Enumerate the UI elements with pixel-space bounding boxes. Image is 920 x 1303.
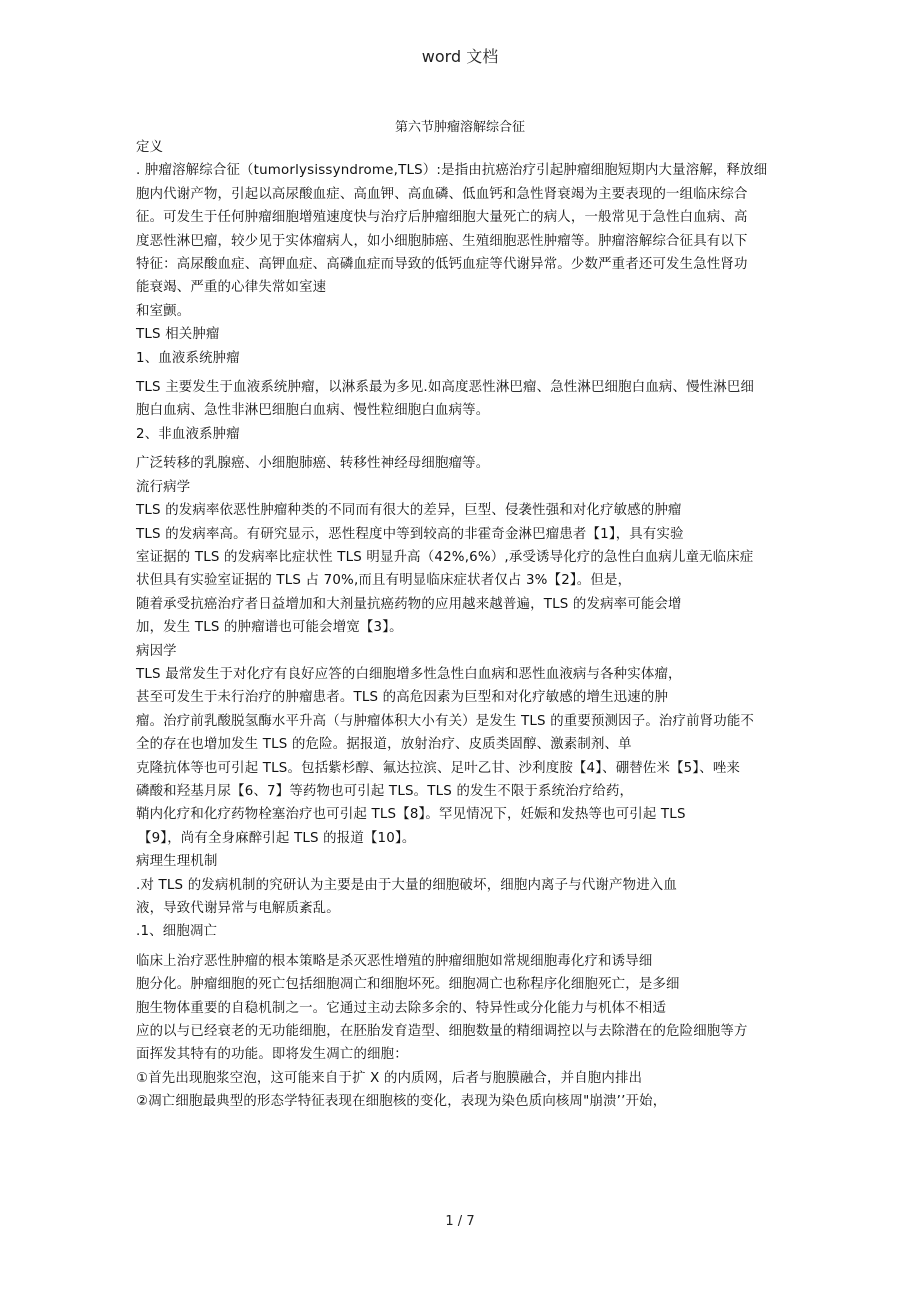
text-line: 胞内代谢产物，引起以高尿酸血症、高血钾、高血磷、低血钙和急性肾衰竭为主要表现的一组临床综合 xyxy=(136,186,748,202)
text-line: 定义 xyxy=(136,140,164,155)
text-line: ①首先出现胞浆空泡，这可能来自于扩 X 的内质网，后者与胞膜融合，并自胞内排出 xyxy=(136,1070,643,1086)
text-line: 加，发生 TLS 的肿瘤谱也可能会增宽【3】。 xyxy=(136,620,403,636)
text-line: 应的以与已经衰老的无功能细胞，在胚胎发育造型、细胞数量的精细调控以与去除潜在的危险细胞等方 xyxy=(136,1024,748,1040)
text-line: 病因学 xyxy=(136,643,177,659)
text-line: 胞白血病、急性非淋巴细胞白血病、慢性粒细胞白血病等。 xyxy=(136,403,490,419)
text-line: 病理生理机制 xyxy=(136,854,218,870)
text-line: 和室颤。 xyxy=(136,303,191,319)
text-line: 胞分化。肿瘤细胞的死亡包括细胞凋亡和细胞坏死。细胞凋亡也称程序化细胞死亡，是多细 xyxy=(136,977,680,993)
text-line: TLS 最常发生于对化疗有良好应答的白细胞增多性急性白血病和恶性血液病与各种实体瘤， xyxy=(136,666,682,682)
text-line: 状但具有实验室证据的 TLS 占 70%,而且有明显临床症状者仅占 3%【2】。但是， xyxy=(136,573,632,589)
text-line: 度恶性淋巴瘤，较少见于实体瘤病人，如小细胞肺癌、生殖细胞恶性肿瘤等。肿瘤溶解综合征具有以下 xyxy=(136,233,748,249)
text-line: 广泛转移的乳腺癌、小细胞肺癌、转移性神经母细胞瘤等。 xyxy=(136,456,490,472)
text-line: 能衰竭、严重的心律失常如室速 xyxy=(136,280,327,296)
text-line: 征。可发生于任何肿瘤细胞增殖速度快与治疗后肿瘤细胞大量死亡的病人，一般常见于急性白血病、高 xyxy=(136,210,748,226)
text-line: 随着承受抗癌治疗者日益增加和大剂量抗癌药物的应用越来越普遍，TLS 的发病率可能会增 xyxy=(136,596,682,612)
text-line: ②凋亡细胞最典型的形态学特征表现在细胞核的变化，表现为染色质向核周"崩溃’’开始， xyxy=(136,1094,667,1110)
text-line: .对 TLS 的发病机制的究研认为主要是由于大量的细胞破坏，细胞内离子与代谢产物进入血 xyxy=(136,877,677,893)
section-title: 第六节肿瘤溶解综合征 xyxy=(394,120,525,135)
text-line: 2、非血液系肿瘤 xyxy=(136,426,240,442)
text-line: 鞘内化疗和化疗药物栓塞治疗也可引起 TLS【8】。罕见情况下，妊娠和发热等也可引起 TLS xyxy=(136,807,686,823)
text-line: 胞生物体重要的自稳机制之一。它通过主动去除多余的、特异性或分化能力与机体不相适 xyxy=(136,1000,667,1016)
text-line: 瘤。治疗前乳酸脱氢酶水平升高（与肿瘤体积大小有关）是发生 TLS 的重要预测因子。治疗前肾功能不 xyxy=(136,713,755,729)
text-line: TLS 相关肿瘤 xyxy=(136,327,220,343)
text-line: TLS 的发病率依恶性肿瘤种类的不同而有很大的差异，巨型、侵袭性强和对化疗敏感的肿瘤 xyxy=(136,503,682,519)
text-line: 液，导致代谢异常与电解质紊乱。 xyxy=(136,901,340,916)
text-line: 流行病学 xyxy=(136,479,191,495)
text-line: TLS 的发病率高。有研究显示，恶性程度中等到较高的非霍奇金淋巴瘤患者【1】，具有实验 xyxy=(136,526,684,542)
page-number: 1 / 7 xyxy=(445,1214,475,1229)
text-line: 面挥发其特有的功能。即将发生凋亡的细胞： xyxy=(136,1047,408,1063)
page-header: word 文档 xyxy=(421,47,499,66)
text-line: . 肿瘤溶解综合征（tumorlysissyndrome,TLS）:是指由抗癌治疗引起肿瘤细胞短期内大量溶解，释放细 xyxy=(136,163,768,179)
text-line: .1、细胞凋亡 xyxy=(136,924,218,940)
text-line: 全的存在也增加发生 TLS 的危险。据报道，放射治疗、皮质类固醇、激素制剂、单 xyxy=(136,737,632,753)
text-line: 【9】，尚有全身麻醉引起 TLS 的报道【10】。 xyxy=(138,830,416,846)
text-line: 克隆抗体等也可引起 TLS。包括紫杉醇、氟达拉滨、足叶乙甘、沙利度胺【4】、硼替佐米【5】、唑来 xyxy=(136,760,741,776)
text-line: 1、血液系统肿瘤 xyxy=(136,350,240,366)
document-body xyxy=(136,136,792,1114)
text-line: 甚至可发生于未行治疗的肿瘤患者。TLS 的高危因素为巨型和对化疗敏感的增生迅速的肿 xyxy=(136,690,669,706)
text-line: TLS 主要发生于血液系统肿瘤，以淋系最为多见.如高度恶性淋巴瘤、急性淋巴细胞白血病、慢性淋巴细 xyxy=(136,380,755,396)
text-line: 磷酸和羟基月尿【6、7】等药物也可引起 TLS。TLS 的发生不限于系统治疗给药， xyxy=(136,783,634,799)
text-line: 临床上治疗恶性肿瘤的根本策略是杀灭恶性增殖的肿瘤细胞如常规细胞毒化疗和诱导细 xyxy=(136,953,653,969)
text-line: 特征：高尿酸血症、高钾血症、高磷血症而导致的低钙血症等代谢异常。少数严重者还可发生急性肾功 xyxy=(136,257,748,273)
text-line: 室证据的 TLS 的发病率比症状性 TLS 明显升高（42%,6%）,承受诱导化疗的急性白血病儿童无临床症 xyxy=(136,549,754,565)
